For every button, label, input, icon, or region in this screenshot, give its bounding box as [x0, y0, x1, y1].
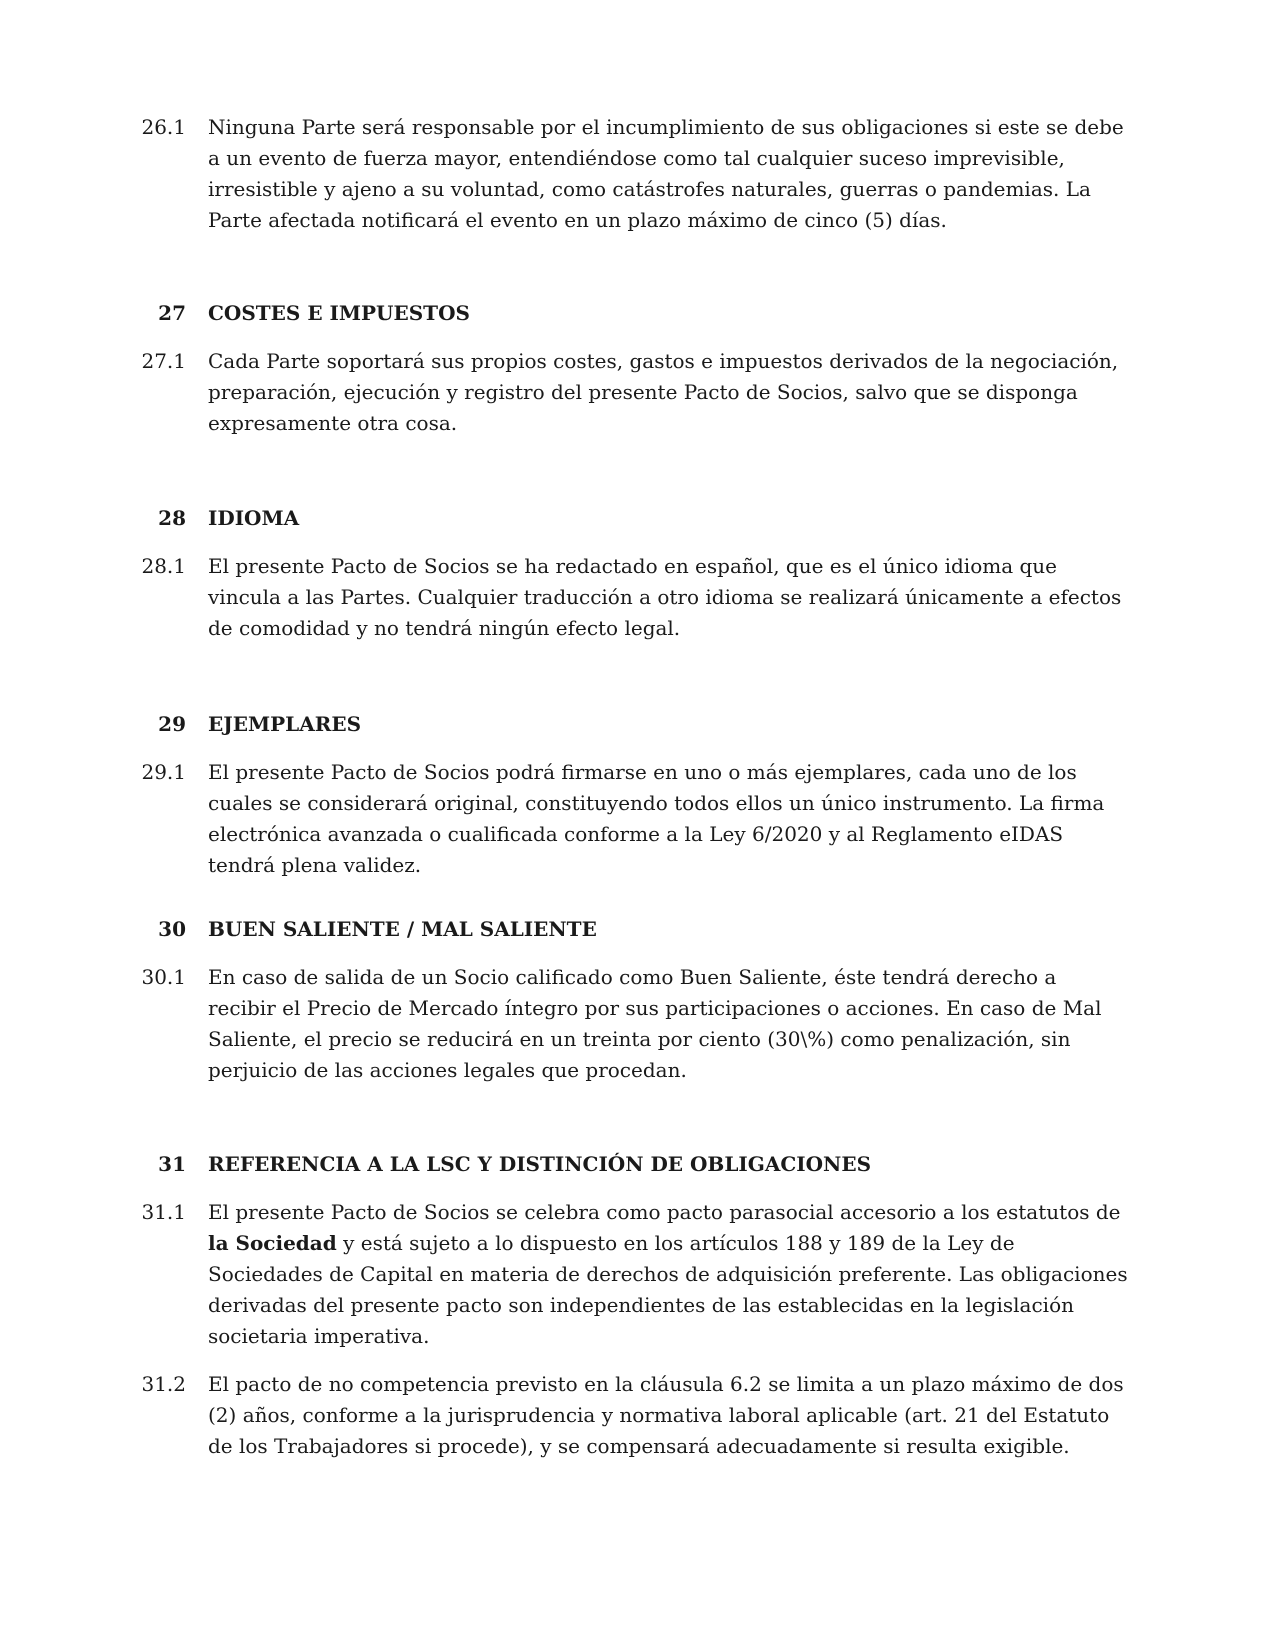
paragraph-text: El presente Pacto de Socios podrá firmarse en uno o más ejemplares, cada uno de los cuales se considerará original, constituyendo todos ellos un único instrumento. La firma electrónica avanzada o cualificada conforme a la Ley 6/2020 y al Reglamento eIDAS tendrá plena validez.: [208, 760, 1105, 877]
clause-28: [0, 503, 1275, 644]
paragraph-text: Cada Parte soportará sus propios costes, gastos e impuestos derivados de la negociación, preparación, ejecución y registro del presente Pacto de Socios, salvo que se disponga expresamente otra cosa.: [208, 349, 1119, 435]
paragraph-text-end: y está sujeto a lo dispuesto en los artículos 188 y 189 de la Ley de Sociedades de Capital en materia de derechos de adquisición preferente. Las obligaciones derivadas del presente pacto son independientes de las establecidas en la legislación societaria imperativa.: [208, 1231, 1128, 1348]
paragraph-number: 26.1: [141, 115, 186, 139]
clause-title: IDIOMA: [208, 506, 300, 530]
clause-title: BUEN SALIENTE / MAL SALIENTE: [208, 917, 597, 941]
clause-heading: [0, 298, 1275, 329]
paragraph-text: El pacto de no competencia previsto en la cláusula 6.2 se limita a un plazo máximo de dos (2) años, conforme a la jurisprudencia y normativa laboral aplicable (art. 21 del Estatuto de los Trabajadores si procede), y se compensará adecuadamente si resulta exigible.: [208, 1372, 1124, 1458]
clause-heading: [0, 1149, 1275, 1180]
clause-number: 28: [158, 506, 186, 530]
clause-number: 31: [158, 1152, 186, 1176]
clause-title: EJEMPLARES: [208, 712, 362, 736]
paragraph-31-2: [0, 1369, 1275, 1462]
defined-term: la Sociedad: [208, 1231, 337, 1255]
paragraph-30-1: [0, 962, 1275, 1086]
clause-26: [0, 112, 1275, 236]
paragraph-29-1: [0, 757, 1275, 881]
paragraph-number: 29.1: [141, 760, 186, 784]
paragraph-number: 27.1: [141, 349, 186, 373]
paragraph-number: 28.1: [141, 554, 186, 578]
clause-number: 27: [158, 301, 186, 325]
clause-heading: [0, 709, 1275, 740]
paragraph-text: [208, 1197, 1130, 1352]
clause-29: [0, 709, 1275, 881]
clause-31: [0, 1149, 1275, 1462]
paragraph-text: En caso de salida de un Socio calificado como Buen Saliente, éste tendrá derecho a recibir el Precio de Mercado íntegro por sus participaciones o acciones. En caso de Mal Saliente, el precio se reducirá en un treinta por ciento (30\%) como penalización, sin perjuicio de las acciones legales que procedan.: [208, 965, 1102, 1082]
paragraph-text: Ninguna Parte será responsable por el incumplimiento de sus obligaciones si este se debe a un evento de fuerza mayor, entendiéndose como tal cualquier suceso imprevisible, irresistible y ajeno a su voluntad, como catástrofes naturales, guerras o pandemias. La Parte afectada notificará el evento en un plazo máximo de cinco (5) días.: [208, 115, 1124, 232]
paragraph-number: 31.1: [141, 1200, 186, 1224]
paragraph-27-1: [0, 346, 1275, 439]
paragraph-number: 30.1: [141, 965, 186, 989]
clause-title: REFERENCIA A LA LSC Y DISTINCIÓN DE OBLIGACIONES: [208, 1152, 872, 1176]
clause-number: 29: [158, 712, 186, 736]
paragraph-31-1: [0, 1197, 1275, 1352]
clause-heading: [0, 503, 1275, 534]
clause-27: [0, 298, 1275, 439]
paragraph-text: El presente Pacto de Socios se ha redactado en español, que es el único idioma que vincula a las Partes. Cualquier traducción a otro idioma se realizará únicamente a efectos de comodidad y no tendrá ningún efecto legal.: [208, 554, 1122, 640]
clause-number: 30: [158, 917, 186, 941]
clause-30: [0, 914, 1275, 1086]
paragraph-28-1: [0, 551, 1275, 644]
paragraph-26-1: [0, 112, 1275, 236]
paragraph-number: 31.2: [141, 1372, 186, 1396]
clause-heading: [0, 914, 1275, 945]
paragraph-text-start: El presente Pacto de Socios se celebra como pacto parasocial accesorio a los estatutos de: [208, 1200, 1121, 1224]
clause-title: COSTES E IMPUESTOS: [208, 301, 470, 325]
